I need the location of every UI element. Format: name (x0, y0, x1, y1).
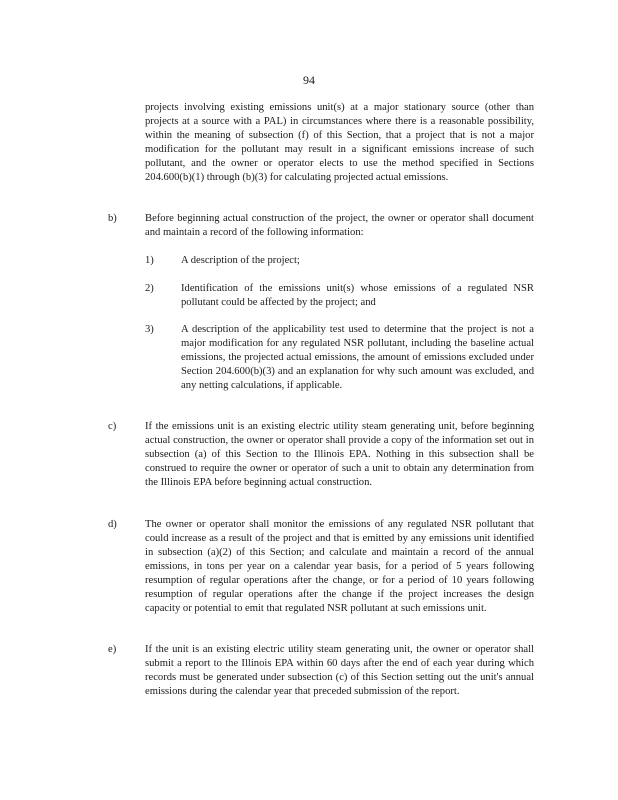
section-b-letter: b) (108, 213, 117, 224)
subitem-1-number: 1) (145, 255, 154, 266)
subitem-1-text: A description of the project; (181, 255, 300, 266)
intro-paragraph: projects involving existing emissions unit(s) at a major stationary source (other than projects at a source with a PAL) in circumstances where there is a reasonable possibility, within the meaning of subsection (f) of this Section, that a project that is not a major modification for the pollutant may result in a significant emissions increase of such pollutant, and the owner or operator elects to use the method specified in Sections 204.600(b)(1) through (b)(3) for calculating projected actual emissions. (145, 102, 534, 183)
section-d-letter: d) (108, 519, 117, 530)
page-number: 94 (303, 73, 315, 87)
section-d-paragraph: The owner or operator shall monitor the emissions of any regulated NSR pollutant that could increase as a result of the project and that is emitted by any emissions unit identified in subsection (a)(2) of this Section; and calculate and maintain a record of the annual emissions, in tons per year on a calendar year basis, for a period of 5 years following resumption of regular operations after the change, or for a period of 10 years following resumption of regular operations after the change if the project increases the design capacity or potential to emit that regulated NSR pollutant at such emissions unit. (145, 519, 534, 614)
section-c-paragraph: If the emissions unit is an existing electric utility steam generating unit, before beginning actual construction, the owner or operator shall provide a copy of the information set out in subsection (a) of this Section to the Illinois EPA. Nothing in this subsection shall be construed to require the owner or operator of such a unit to obtain any determination from the Illinois EPA before beginning actual construction. (145, 421, 534, 488)
subitem-3-text: A description of the applicability test used to determine that the project is not a major modification for any regulated NSR pollutant, including the baseline actual emissions, the projected actual emissions, the amount of emissions excluded under Section 204.600(b)(3) and an explanation for why such amount was excluded, and any netting calculations, if applicable. (181, 324, 534, 391)
subitem-2-text: Identification of the emissions unit(s) whose emissions of a regulated NSR pollutant could be affected by the project; and (181, 283, 534, 308)
subitem-3-number: 3) (145, 324, 154, 335)
section-e-letter: e) (108, 644, 117, 655)
subitem-2-number: 2) (145, 283, 154, 294)
section-e-paragraph: If the unit is an existing electric utility steam generating unit, the owner or operator shall submit a report to the Illinois EPA within 60 days after the end of each year during which records must be generated under subsection (c) of this Section setting out the unit's annual emissions during the calendar year that preceded submission of the report. (145, 644, 534, 697)
section-c-letter: c) (108, 421, 117, 432)
section-b-paragraph: Before beginning actual construction of the project, the owner or operator shall document and maintain a record of the following information: (145, 213, 534, 238)
